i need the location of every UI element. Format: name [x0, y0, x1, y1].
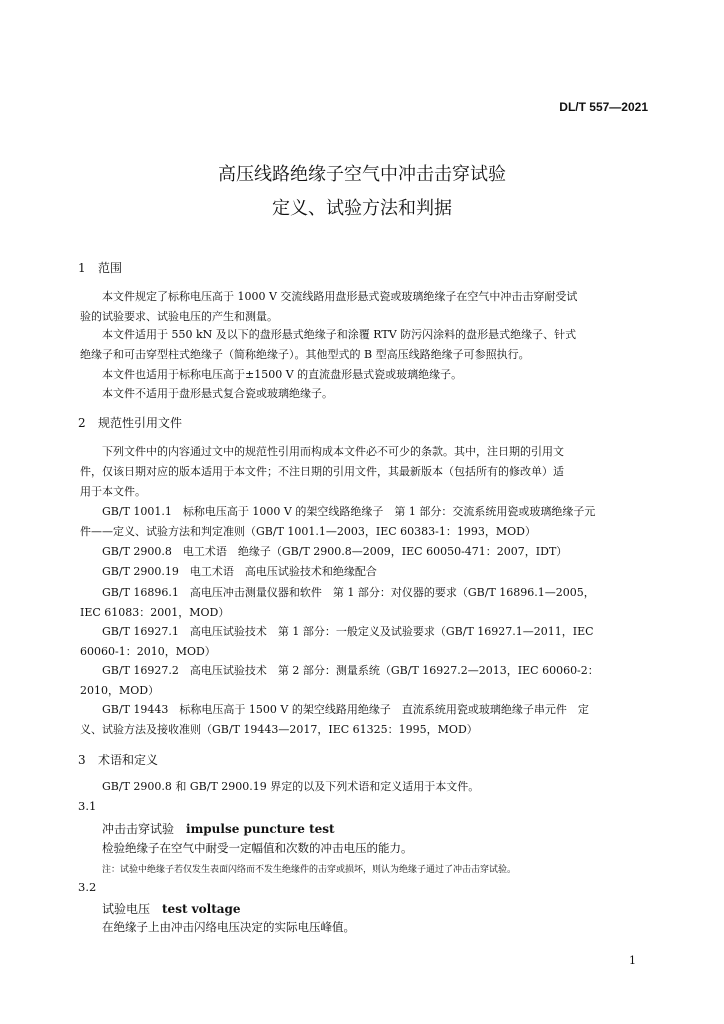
term-en: test voltage [162, 902, 241, 916]
term-note: 注：试验中绝缘子若仅发生表面闪络而不发生绝缘件的击穿或损坏，则认为绝缘子通过了冲击击穿试验。 [102, 865, 517, 875]
page-number: 1 [629, 954, 636, 967]
section-number: 1 [78, 261, 86, 275]
text-line: GB/T 16896.1 高电压冲击测量仪器和软件 第 1 部分：对仪器的要求（GB/T 16896.1—2005， [102, 586, 595, 599]
text-line: GB/T 19443 标称电压高于 1500 V 的架空线路用绝缘子 直流系统用瓷或玻璃绝缘子串元件 定 [102, 703, 589, 716]
text-line: GB/T 16927.2 高电压试验技术 第 2 部分：测量系统（GB/T 16927.2—2013，IEC 60060-2： [102, 664, 599, 677]
term-en: impulse puncture test [186, 822, 335, 836]
section-3-heading [78, 751, 158, 768]
text-line: 下列文件中的内容通过文中的规范性引用而构成本文件必不可少的条款。其中，注日期的引用文 [102, 445, 564, 458]
text-line: GB/T 2900.19 电工术语 高电压试验技术和绝缘配合 [102, 565, 377, 578]
text-line: GB/T 2900.8 电工术语 绝缘子（GB/T 2900.8—2009，IEC 60050-471：2007，IDT） [102, 545, 568, 558]
section-title: 规范性引用文件 [98, 416, 183, 430]
text-line: 2010，MOD） [80, 684, 160, 697]
s1-paragraph-1 [80, 287, 655, 327]
text-line: GB/T 16927.1 高电压试验技术 第 1 部分：一般定义及试验要求（GB/T 16927.1—2011，IEC [102, 625, 594, 638]
s1-paragraph-4 [80, 384, 655, 404]
s1-paragraph-3 [80, 365, 655, 385]
text-line: GB/T 2900.8 和 GB/T 2900.19 界定的以及下列术语和定义适用于本文件。 [102, 780, 480, 793]
text-line: 件，仅该日期对应的版本适用于本文件；不注日期的引用文件，其最新版本（包括所有的修改单）适 [80, 465, 564, 478]
term-zh: 冲击击穿试验 [102, 822, 175, 836]
text-line: IEC 61083：2001，MOD） [80, 606, 230, 619]
text-line: 用于本文件。 [80, 485, 146, 498]
doc-title-line1: 高压线路绝缘子空气中冲击击穿试验 [218, 164, 506, 185]
doc-title-line2: 定义、试验方法和判据 [272, 198, 452, 219]
text-line: 义、试验方法及接收准则（GB/T 19443—2017，IEC 61325：1995，MOD） [80, 723, 478, 736]
reference-item [80, 542, 655, 562]
term-definition: 检验绝缘子在空气中耐受一定幅值和次数的冲击电压的能力。 [102, 841, 413, 855]
text-line: 件——定义、试验方法和判定准则（GB/T 1001.1—2003，IEC 60383-1：1993，MOD） [80, 525, 536, 538]
text-line: 绝缘子和可击穿型柱式绝缘子（简称绝缘子）。其他型式的 B 型高压线路绝缘子可参照执行。 [80, 348, 530, 361]
term-definition: 在绝缘子上由冲击闪络电压决定的实际电压峰值。 [102, 920, 355, 934]
term-heading [102, 820, 335, 837]
text-line: 60060-1：2010，MOD） [80, 645, 216, 658]
reference-item [80, 661, 655, 701]
term-number: 3.2 [78, 880, 97, 894]
section-number: 2 [78, 416, 86, 430]
section-2-heading [78, 414, 182, 431]
section-1-heading [78, 259, 122, 276]
text-line: 本文件规定了标称电压高于 1000 V 交流线路用盘形悬式瓷或玻璃绝缘子在空气中冲击击穿耐受试 [102, 290, 578, 303]
reference-item [80, 502, 655, 542]
reference-item [80, 583, 655, 623]
reference-item [80, 622, 655, 662]
reference-item [80, 562, 655, 582]
standard-code: DL/T 557—2021 [559, 100, 648, 114]
text-line: 本文件也适用于标称电压高于±1500 V 的直流盘形悬式瓷或玻璃绝缘子。 [102, 368, 463, 381]
term-heading [102, 900, 241, 917]
term-number: 3.1 [78, 799, 97, 813]
s2-intro [80, 442, 655, 502]
section-title: 范围 [98, 261, 123, 275]
section-title: 术语和定义 [98, 753, 159, 767]
s3-intro [80, 777, 655, 797]
term-zh: 试验电压 [102, 902, 151, 916]
text-line: 本文件适用于 550 kN 及以下的盘形悬式绝缘子和涂覆 RTV 防污闪涂料的盘形悬式绝缘子、针式 [102, 328, 577, 341]
reference-item [80, 700, 655, 740]
text-line: GB/T 1001.1 标称电压高于 1000 V 的架空线路绝缘子 第 1 部分：交流系统用瓷或玻璃绝缘子元 [102, 505, 596, 518]
text-line: 本文件不适用于盘形悬式复合瓷或玻璃绝缘子。 [102, 387, 333, 400]
s1-paragraph-2 [80, 325, 655, 365]
section-number: 3 [78, 753, 86, 767]
text-line: 验的试验要求、试验电压的产生和测量。 [80, 310, 278, 323]
